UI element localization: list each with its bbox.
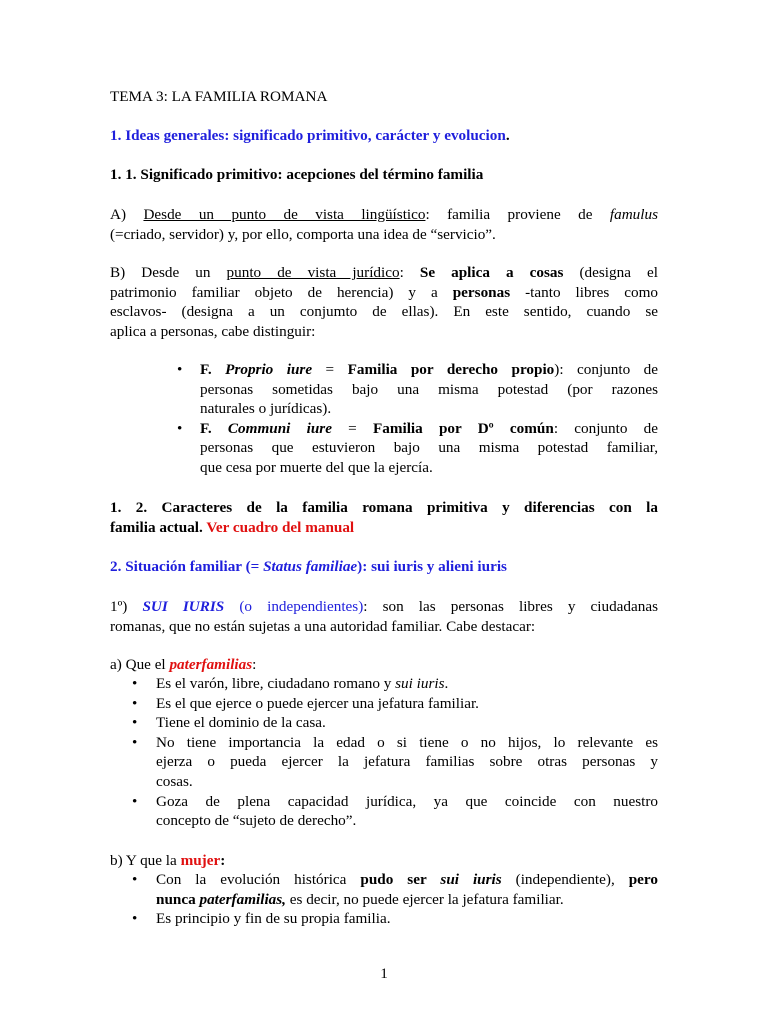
bullet-icon: • bbox=[132, 910, 138, 928]
bullet-icon: • bbox=[132, 675, 138, 692]
bullet-icon: • bbox=[177, 419, 183, 437]
list-item: • F. Communi iure = Familia por Dº común: conjunto de personas que estuvieron bajo una misma potestad familiar, que cesa por muerte del que la ejercía. bbox=[177, 419, 658, 476]
section-1-2-heading: 1. 2. Caracteres de la familia romana primitiva y diferencias con la familia actual. Ver cuadro del manual bbox=[110, 499, 658, 536]
list-item: • Es principio y fin de su propia familia. bbox=[132, 910, 391, 928]
list-item: • Con la evolución histórica pudo ser sui iuris (independiente), pero nunca paterfamilias, es decir, no puede ejercer la jefatura familiar. bbox=[132, 871, 658, 908]
page-number: 1 bbox=[380, 965, 388, 982]
sui-iuris-paragraph: 1º) SUI IURIS (o independientes): son las personas libres y ciudadanas romanas, que no están sujetas a una autoridad familiar. Cabe destacar: bbox=[110, 598, 658, 635]
list-item: • Goza de plena capacidad jurídica, ya que coincide con nuestro concepto de “sujeto de derecho”. bbox=[132, 792, 658, 830]
list-item: • F. Proprio iure = Familia por derecho propio): conjunto de personas sometidas bajo una misma potestad (por razones naturales o jurídicas). bbox=[177, 361, 659, 418]
bullet-icon: • bbox=[132, 792, 138, 810]
section-1-heading: 1. Ideas generales: significado primitivo, carácter y evolucion. bbox=[110, 127, 510, 144]
mujer-intro: b) Y que la mujer: bbox=[110, 852, 226, 869]
list-item: • Es el varón, libre, ciudadano romano y sui iuris. bbox=[132, 675, 449, 692]
list-item: • Tiene el dominio de la casa. bbox=[132, 714, 326, 732]
manual-reference: Ver cuadro del manual bbox=[206, 518, 355, 536]
list-item: • No tiene importancia la edad o si tiene o no hijos, lo relevante es ejerza o pueda ejercer la jefatura familias sobre otras personas y cosas. bbox=[132, 733, 658, 790]
section-1-1-heading: 1. 1. Significado primitivo: acepciones del término familia bbox=[110, 166, 484, 183]
bullet-icon: • bbox=[132, 733, 138, 751]
bullet-icon: • bbox=[177, 361, 183, 378]
bullet-icon: • bbox=[132, 871, 138, 888]
bullet-icon: • bbox=[132, 694, 138, 712]
paragraph-b: B) Desde un punto de vista jurídico: Se aplica a cosas (designa el patrimonio familiar objeto de herencia) y a personas -tanto libres como esclavos- (designa a un conjumto de ellas). En este sentido, cuando se aplica a personas, cabe distinguir: bbox=[110, 264, 658, 340]
section-2-heading: 2. Situación familiar (= Status familiae): sui iuris y alieni iuris bbox=[110, 558, 507, 575]
paterfamilias-intro: a) Que el paterfamilias: bbox=[110, 656, 257, 673]
paterfamilias-list bbox=[110, 674, 658, 831]
paragraph-a: A) Desde un punto de vista lingüístico: familia proviene de famulus (=criado, servidor) y, por ello, comporta una idea de “servicio”. bbox=[110, 206, 658, 243]
family-types-list bbox=[110, 360, 658, 478]
document-title: TEMA 3: LA FAMILIA ROMANA bbox=[110, 88, 328, 105]
bullet-icon: • bbox=[132, 714, 138, 732]
list-item: • Es el que ejerce o puede ejercer una jefatura familiar. bbox=[132, 694, 479, 712]
mujer-list bbox=[110, 870, 658, 929]
